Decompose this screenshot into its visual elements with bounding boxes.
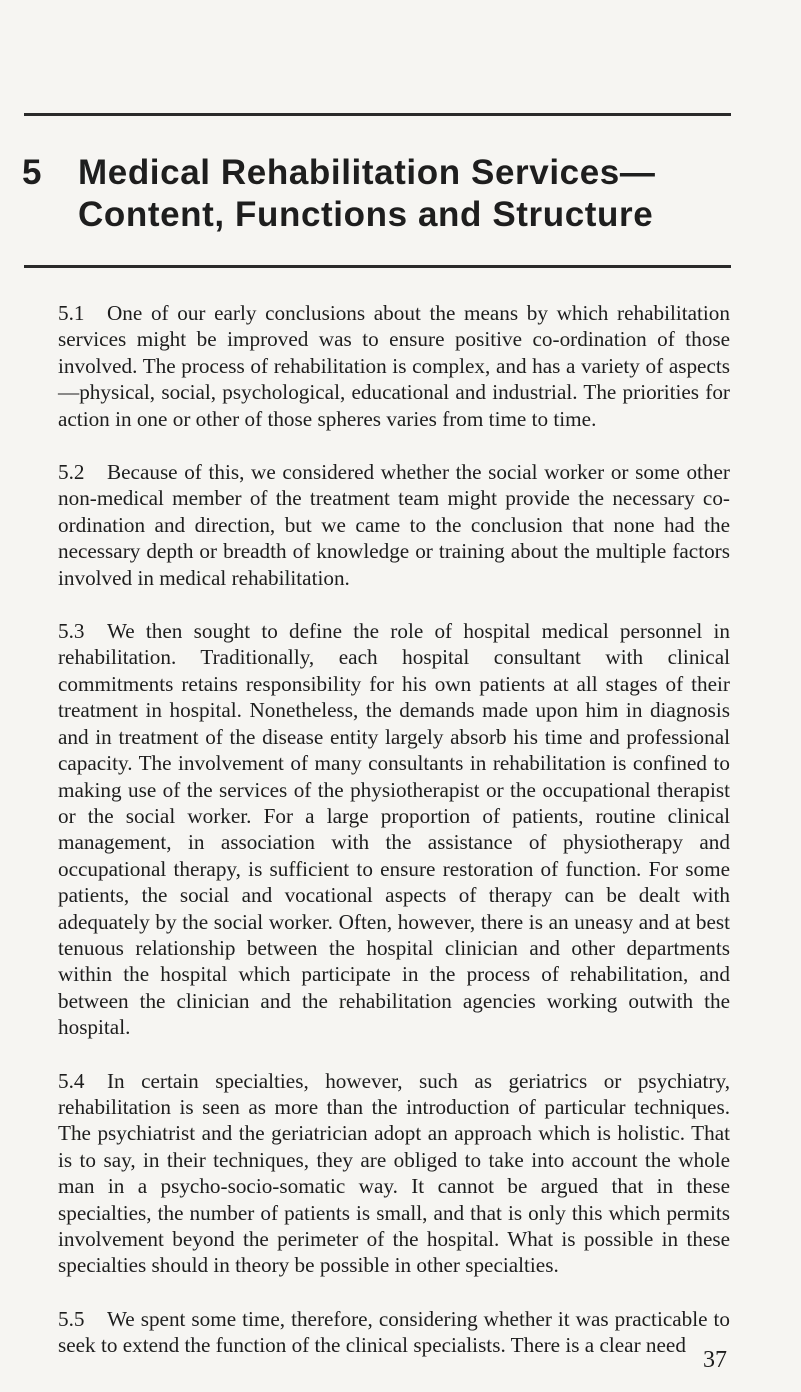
chapter-title-line1: Medical Rehabilitation Services— [78, 153, 656, 192]
paragraph-5-4 [58, 1068, 730, 1279]
paragraph-number: 5.1 [58, 301, 85, 325]
paragraph-5-5 [58, 1306, 730, 1359]
paragraph-number: 5.3 [58, 619, 85, 644]
chapter-title-line2: Content, Functions and Structure [78, 195, 654, 234]
paragraph-5-2 [58, 459, 730, 591]
paragraph-5-1 [58, 300, 730, 432]
paragraph-number: 5.4 [58, 1068, 85, 1093]
paragraph-number: 5.5 [58, 1306, 85, 1331]
paragraph-5-3 [58, 618, 730, 1041]
top-rule [24, 113, 731, 116]
paragraph-text: We then sought to define the role of hospital medical personnel in rehabilitation. Traditionally, each hospital consultant with clinical commitments retains responsibility for his own patients at all stages of their treatment in hospital. Nonetheless, the demands made upon him in diagnosis and in treatment of the disease entity largely absorb his time and professional capacity. The involvement of many consultants in rehabilitation is confined to making use of the services of the physiotherapist or the occupational therapist or the social worker. For a large proportion of patients, routine clinical management, in association with the assistance of physiotherapy and occupational therapy, is sufficient to ensure restoration of function. For some patients, the social and vocational aspects of therapy can be dealt with adequately by the social worker. Often, however, there is an uneasy and at best tenuous relationship between the hospital clinician and other departments within the hospital which participate in the process of rehabilitation, and between the clinician and the rehabilitation agencies working outwith the hospital. [58, 619, 730, 1040]
chapter-heading [22, 152, 762, 236]
page-number: 37 [703, 1347, 727, 1373]
paragraph-text: Because of this, we considered whether the social worker or some other non-medical member of the treatment team might provide the necessary co-ordination and direction, but we came to the conclusion that none had the necessary depth or breadth of knowledge or training about the multiple factors involved in medical rehabilitation. [58, 460, 730, 590]
chapter-number: 5 [22, 153, 43, 192]
paragraph-text: In certain specialties, however, such as geriatrics or psychiatry, rehabilitation is seen as more than the introduction of particular techniques. The psychiatrist and the geriatrician adopt an approach which is holistic. That is to say, in their techniques, they are obliged to take into account the whole man in a psycho-socio-somatic way. It cannot be argued that in these specialties, the number of patients is small, and that is only this which permits involvement beyond the perimeter of the hospital. What is possible in these specialties should in theory be possible in other specialties. [58, 1068, 730, 1278]
bottom-rule [24, 265, 731, 268]
paragraph-text: One of our early conclusions about the means by which rehabilitation services might be improved was to ensure positive co-ordination of those involved. The process of rehabilitation is complex, and has a variety of aspects—physical, social, psychological, educational and industrial. The priorities for action in one or other of those spheres varies from time to time. [58, 301, 730, 431]
paragraph-number: 5.2 [58, 460, 85, 485]
body-text [58, 300, 730, 1386]
paragraph-text: We spent some time, therefore, considering whether it was practicable to seek to extend the function of the clinical specialists. There is a clear need [58, 1306, 730, 1358]
